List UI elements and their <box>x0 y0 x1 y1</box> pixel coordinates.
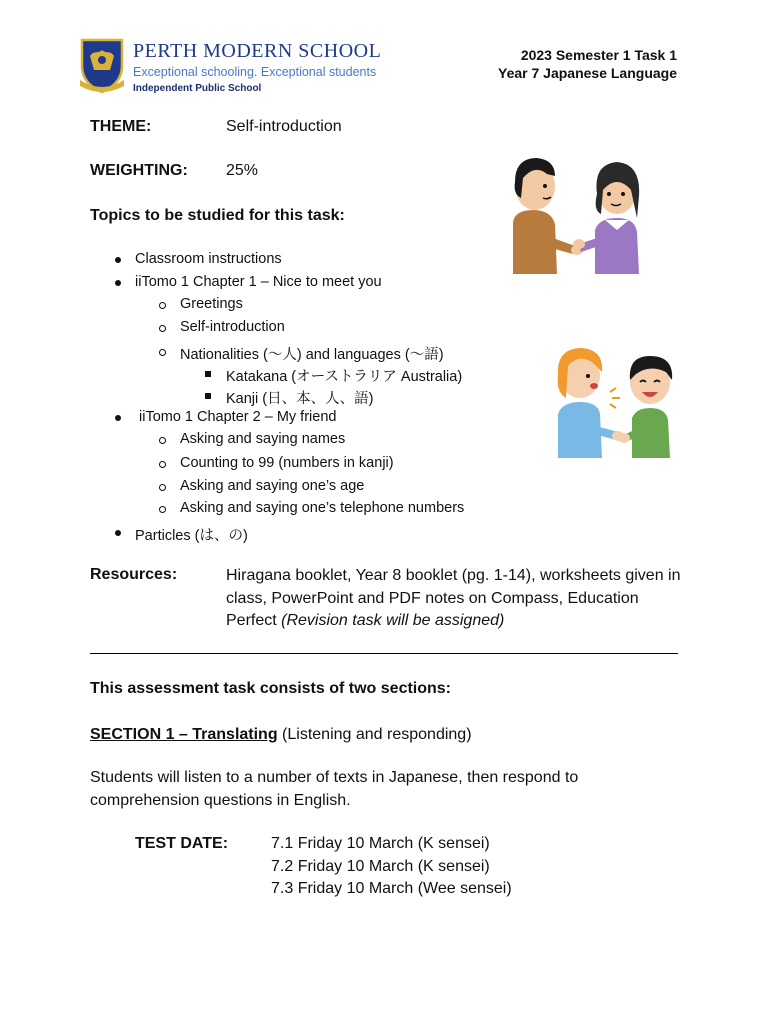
topic-classroom-instructions: Classroom instructions <box>135 251 282 267</box>
topic-nationalities: Nationalities (〜人) and languages (〜語) <box>180 347 444 363</box>
bullet-square <box>205 371 211 377</box>
topic-chapter-2: iiTomo 1 Chapter 2 – My friend <box>139 409 337 425</box>
assessment-heading: This assessment task consists of two sections: <box>90 680 452 697</box>
topic-greetings: Greetings <box>180 296 243 312</box>
topic-particles: Particles (は、の) <box>135 528 248 544</box>
section-1-subtitle: (Listening and responding) <box>277 726 472 743</box>
topics-heading: Topics to be studied for this task: <box>90 207 345 224</box>
school-tagline: Exceptional schooling. Exceptional students <box>133 65 377 79</box>
resources-note: (Revision task will be assigned) <box>281 612 505 629</box>
topic-names: Asking and saying names <box>180 431 346 447</box>
bullet-circle <box>159 325 166 332</box>
topic-telephone: Asking and saying one’s telephone numbers <box>180 500 465 516</box>
kids-chatting-illustration <box>552 342 677 460</box>
bullet-dot <box>115 257 121 263</box>
resources-list: Hiragana booklet, Year 8 booklet (pg. 1-14), worksheets given in class, PowerPoint and PDF notes on Compass, Education Perfect <box>226 567 681 629</box>
topic-chapter-1: iiTomo 1 Chapter 1 – Nice to meet you <box>135 274 382 290</box>
bullet-circle <box>159 461 166 468</box>
task-header <box>498 46 677 82</box>
bullet-dot <box>115 415 121 421</box>
test-date-2: 7.2 Friday 10 March (K sensei) <box>271 858 490 875</box>
bullet-dot <box>115 530 121 536</box>
bullet-circle <box>159 506 166 513</box>
weighting-value: 25% <box>226 162 259 179</box>
school-crest-logo <box>78 36 126 94</box>
bullet-circle <box>159 484 166 491</box>
bullet-circle <box>159 437 166 444</box>
test-date-label: TEST DATE: <box>135 835 229 852</box>
topic-self-introduction: Self-introduction <box>180 319 285 335</box>
topic-katakana: Katakana (オーストラリア Australia) <box>226 369 463 385</box>
section-1-description: Students will listen to a number of texts in Japanese, then respond to comprehension questions in English. <box>90 769 579 809</box>
topic-age: Asking and saying one’s age <box>180 478 365 494</box>
section-1-title: SECTION 1 – Translating <box>90 726 278 743</box>
section-1-heading <box>90 723 472 746</box>
theme-value: Self-introduction <box>226 118 342 135</box>
bullet-circle <box>159 302 166 309</box>
task-subject: Year 7 Japanese Language <box>498 65 677 81</box>
bullet-dot <box>115 280 121 286</box>
weighting-label: WEIGHTING: <box>90 162 188 179</box>
test-date-3: 7.3 Friday 10 March (Wee sensei) <box>271 880 512 897</box>
school-subtitle: Independent Public School <box>133 83 262 94</box>
school-name: PERTH MODERN SCHOOL <box>133 40 382 62</box>
resources-label: Resources: <box>90 566 178 583</box>
topic-kanji: Kanji (日、本、人、語) <box>226 391 374 407</box>
test-date-1: 7.1 Friday 10 March (K sensei) <box>271 835 490 852</box>
resources-text <box>226 565 686 633</box>
theme-label: THEME: <box>90 118 152 135</box>
people-talking-illustration <box>505 152 650 277</box>
task-title: 2023 Semester 1 Task 1 <box>520 47 677 63</box>
bullet-circle <box>159 349 166 356</box>
bullet-square <box>205 393 211 399</box>
topic-counting: Counting to 99 (numbers in kanji) <box>180 455 394 471</box>
section-divider <box>90 653 678 654</box>
